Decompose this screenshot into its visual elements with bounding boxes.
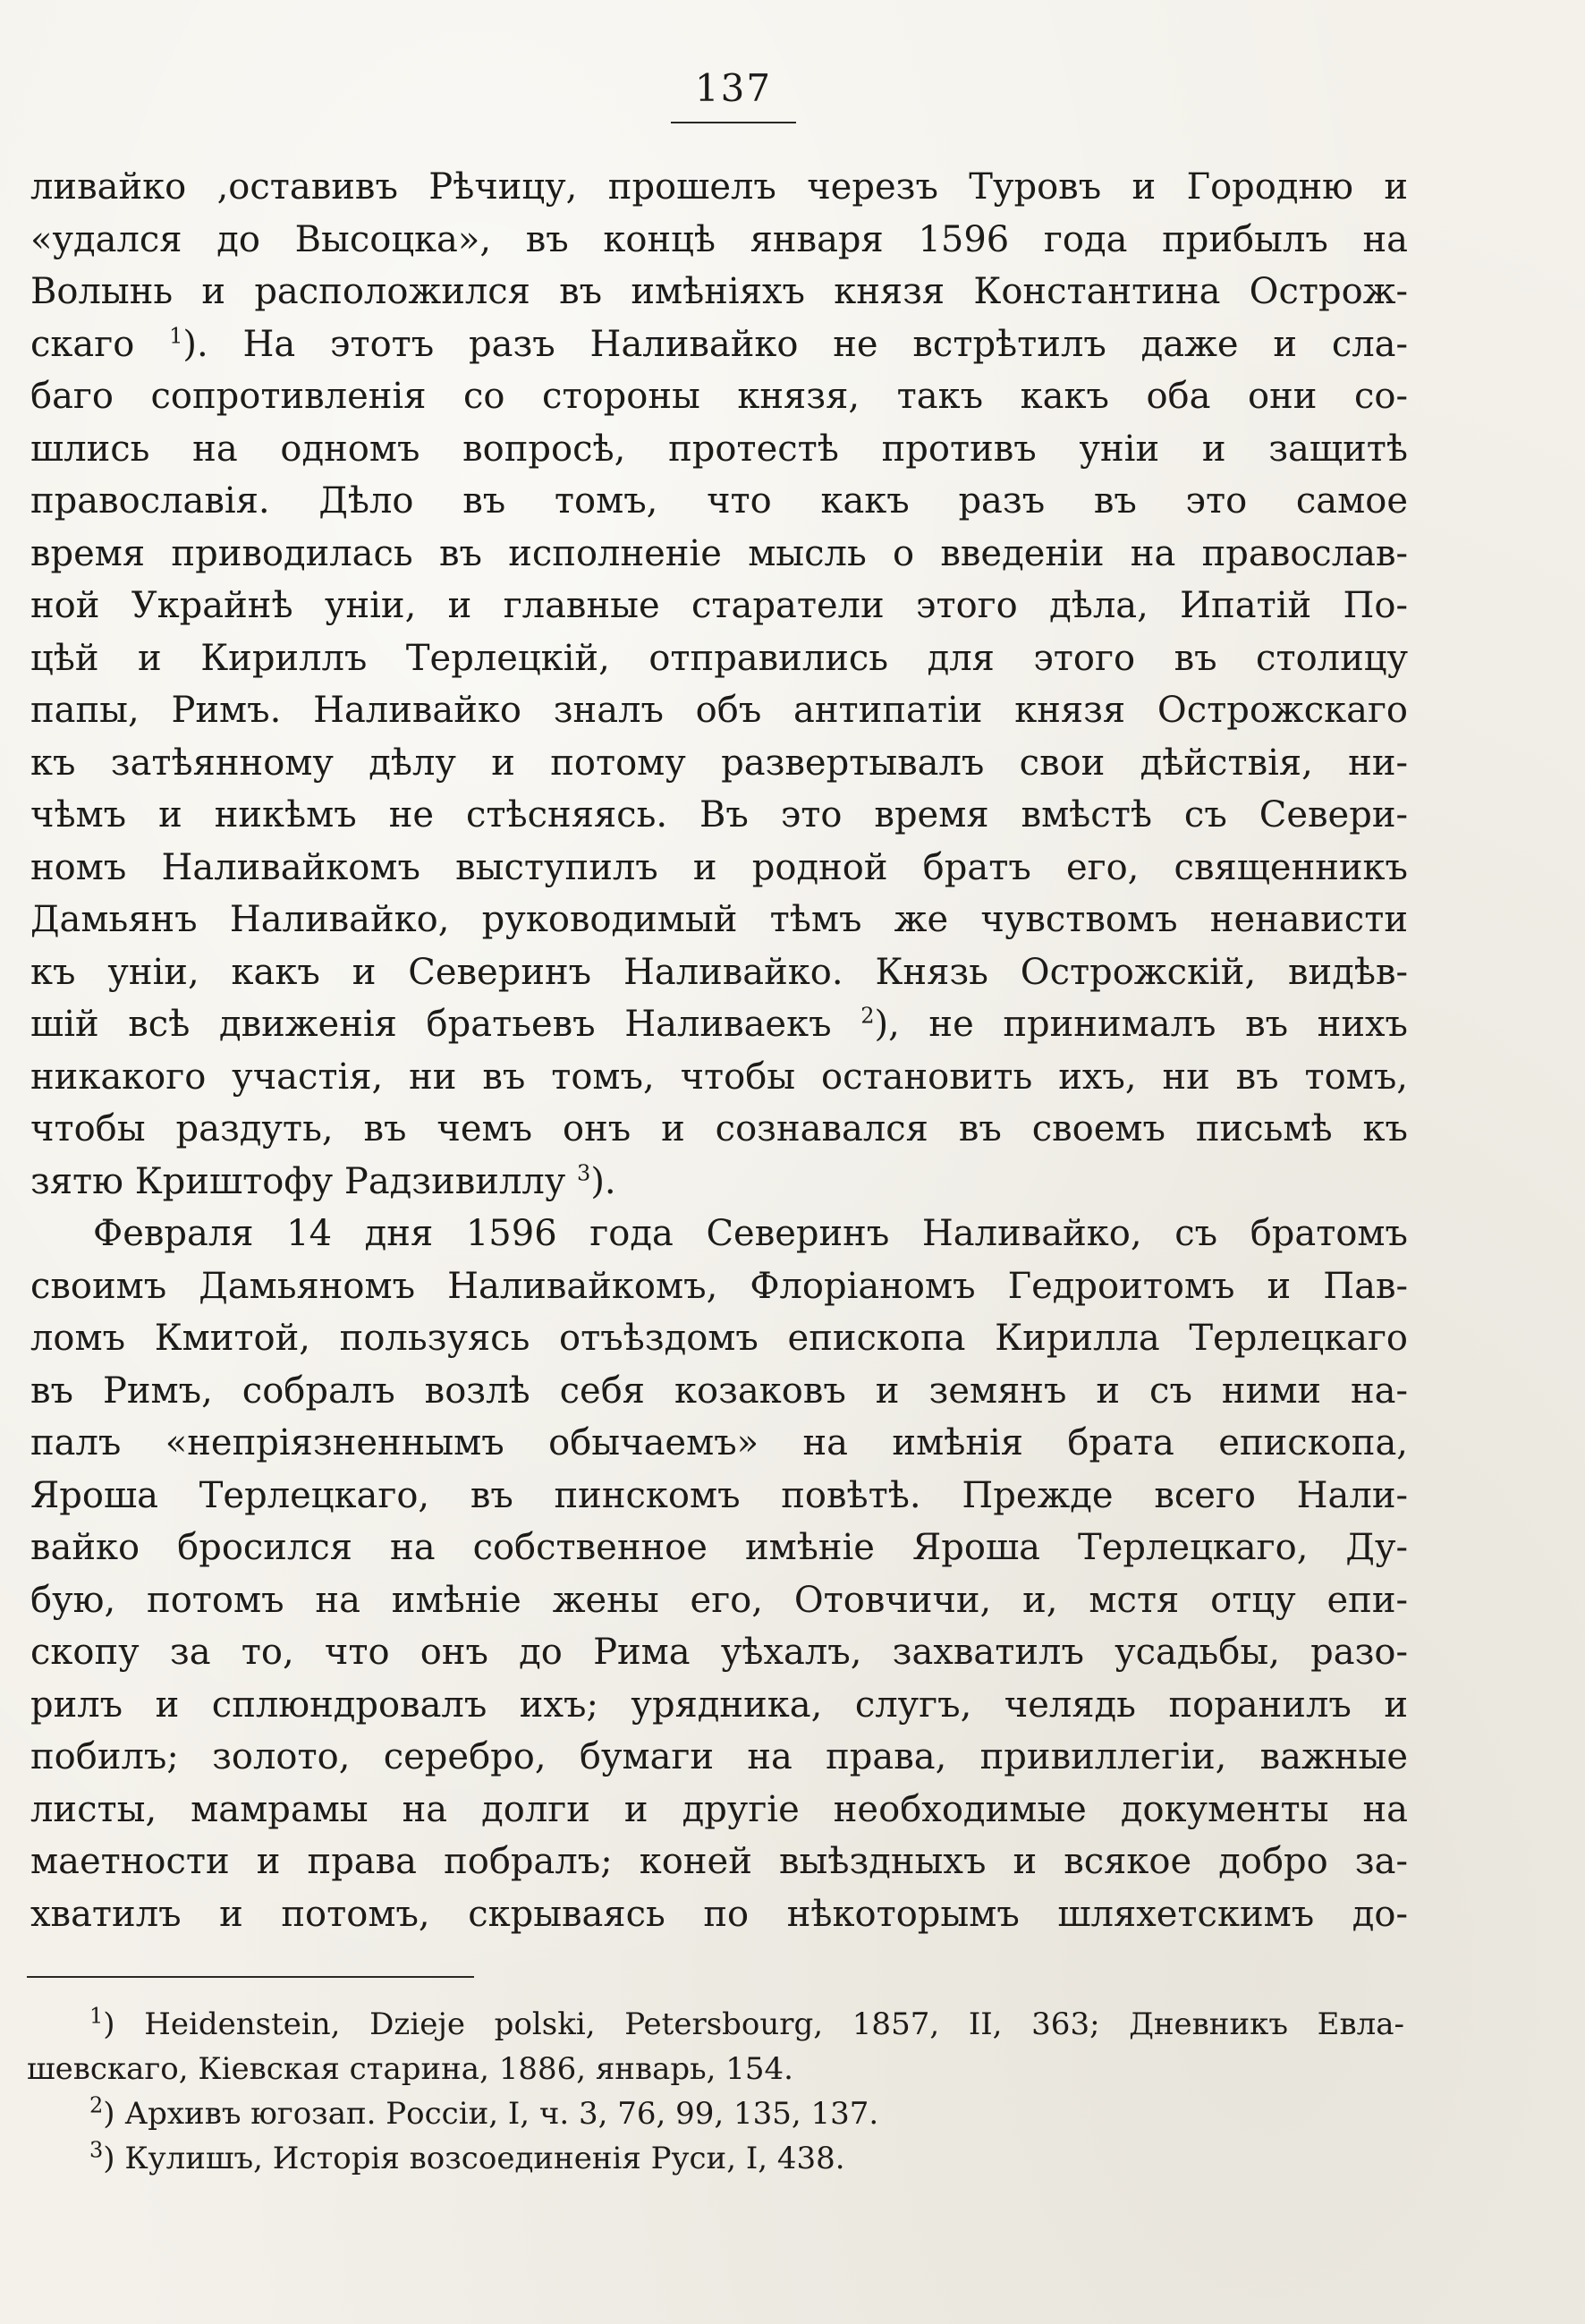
text-line: номъ Наливайкомъ выступилъ и родной братъ его, священникъ (30, 846, 1408, 888)
page-header (653, 66, 814, 123)
text-line: маетности и права побралъ; коней выѣздныхъ и всякое добро за- (30, 1841, 1408, 1882)
text-line: цѣй и Кириллъ Терлецкій, отправились для этого въ столицу (30, 637, 1408, 679)
text-line: хватилъ и потомъ, скрываясь по нѣкоторымъ шляхетскимъ до- (30, 1893, 1408, 1935)
page-number-rule (671, 122, 796, 123)
footnote-line (27, 2136, 1404, 2181)
text-line: ной Украйнѣ уніи, и главные старатели этого дѣла, Ипатій По- (30, 585, 1408, 626)
text-line (30, 318, 1408, 371)
text-line: вайко бросился на собственное имѣніе Яроша Терлецкаго, Ду- (30, 1527, 1408, 1568)
text-line: никакого участія, ни въ томъ, чтобы остановить ихъ, ни въ томъ, (30, 1056, 1408, 1098)
text-line: православія. Дѣло въ томъ, что какъ разъ въ это самое (30, 480, 1408, 522)
footnote-ref: 1 (169, 323, 183, 349)
text-line: къ затѣянному дѣлу и потому развертывалъ свои дѣйствія, ни- (30, 742, 1408, 784)
text-line: Февраля 14 дня 1596 года Северинъ Наливайко, съ братомъ (93, 1213, 1408, 1254)
footnote-ref: 3 (577, 1160, 591, 1186)
text-line: побилъ; золото, серебро, бумаги на права, привиллегіи, важные (30, 1736, 1408, 1777)
text-line: чтобы раздуть, въ чемъ онъ и сознавался въ своемъ письмѣ къ (30, 1108, 1408, 1149)
text-run: зятю Криштофу Радзивиллу (30, 1160, 566, 1202)
text-run: ), не принималъ въ нихъ (874, 1004, 1409, 1045)
text-line: чѣмъ и никѣмъ не стѣсняясь. Въ это время вмѣстѣ съ Севери- (30, 794, 1408, 835)
text-line: бую, потомъ на имѣніе жены его, Отовчичи, и, мстя отцу епи- (30, 1579, 1408, 1621)
footnote-text: ) Heidenstein, Dzieje polski, Petersbourg, 1857, II, 363; Дневникъ Евла- (103, 2006, 1404, 2042)
text-run: ). (590, 1160, 616, 1202)
footnote-line (27, 2091, 1404, 2136)
text-run: ). На этотъ разъ Наливайко не встрѣтилъ даже и сла- (182, 323, 1409, 365)
text-line: рилъ и сплюндровалъ ихъ; урядника, слугъ, челядь поранилъ и (30, 1684, 1408, 1726)
footnote-text: ) Кулишъ, Исторія возсоединенія Руси, I, 438. (103, 2141, 845, 2176)
footnotes (27, 2002, 1404, 2181)
text-line: ломъ Кмитой, пользуясь отъѣздомъ епископа Кирилла Терлецкаго (30, 1318, 1408, 1359)
footnote-text: ) Архивъ югозап. Россіи, I, ч. 3, 76, 99, 135, 137. (103, 2096, 879, 2132)
text-line: въ Римъ, собралъ возлѣ себя козаковъ и земянъ и съ ними на- (30, 1370, 1408, 1412)
footnote-mark: 2 (89, 2092, 104, 2118)
footnote-ref: 2 (860, 1003, 875, 1029)
text-line: Волынь и расположился въ имѣніяхъ князя Константина Острож- (30, 271, 1408, 312)
text-line: ливайко ,оставивъ Рѣчицу, прошелъ черезъ Туровъ и Городню и (30, 166, 1408, 208)
footnote-mark: 1 (89, 2003, 104, 2029)
text-line: папы, Римъ. Наливайко зналъ объ антипатіи князя Острожскаго (30, 690, 1408, 731)
text-line: Яроша Терлецкаго, въ пинскомъ повѣтѣ. Прежде всего Нали- (30, 1474, 1408, 1516)
text-line: «удался до Высоцка», въ концѣ января 1596 года прибылъ на (30, 218, 1408, 260)
footnote-mark: 3 (89, 2137, 104, 2163)
text-line (30, 998, 1408, 1051)
footnote-line (27, 2002, 1404, 2047)
text-line: баго сопротивленія со стороны князя, такъ какъ оба они со- (30, 376, 1408, 417)
text-line: скопу за то, что онъ до Рима уѣхалъ, захватилъ усадьбы, разо- (30, 1632, 1408, 1673)
text-line: листы, мамрамы на долги и другіе необходимые документы на (30, 1788, 1408, 1830)
text-run: скаго (30, 323, 135, 365)
text-line: время приводилась въ исполненіе мысль о введеніи на православ- (30, 532, 1408, 574)
text-line: къ уніи, какъ и Северинъ Наливайко. Князь Острожскій, видѣв- (30, 951, 1408, 993)
text-line: палъ «непріязненнымъ обычаемъ» на имѣнія брата епископа, (30, 1422, 1408, 1463)
text-line: шлись на одномъ вопросѣ, протестѣ противъ уніи и защитѣ (30, 428, 1408, 470)
text-line (30, 1156, 1408, 1209)
text-run: шій всѣ движенія братьевъ Наливаекъ (30, 1004, 832, 1045)
footnote-separator (27, 1976, 474, 1978)
page-number: 137 (694, 66, 773, 110)
footnote-line: шевскаго, Кіевская старина, 1886, январь, 154. (27, 2051, 793, 2087)
body-text (30, 161, 1408, 1940)
text-line: Дамьянъ Наливайко, руководимый тѣмъ же чувствомъ ненависти (30, 899, 1408, 940)
text-line: своимъ Дамьяномъ Наливайкомъ, Флоріаномъ Гедроитомъ и Пав- (30, 1265, 1408, 1307)
